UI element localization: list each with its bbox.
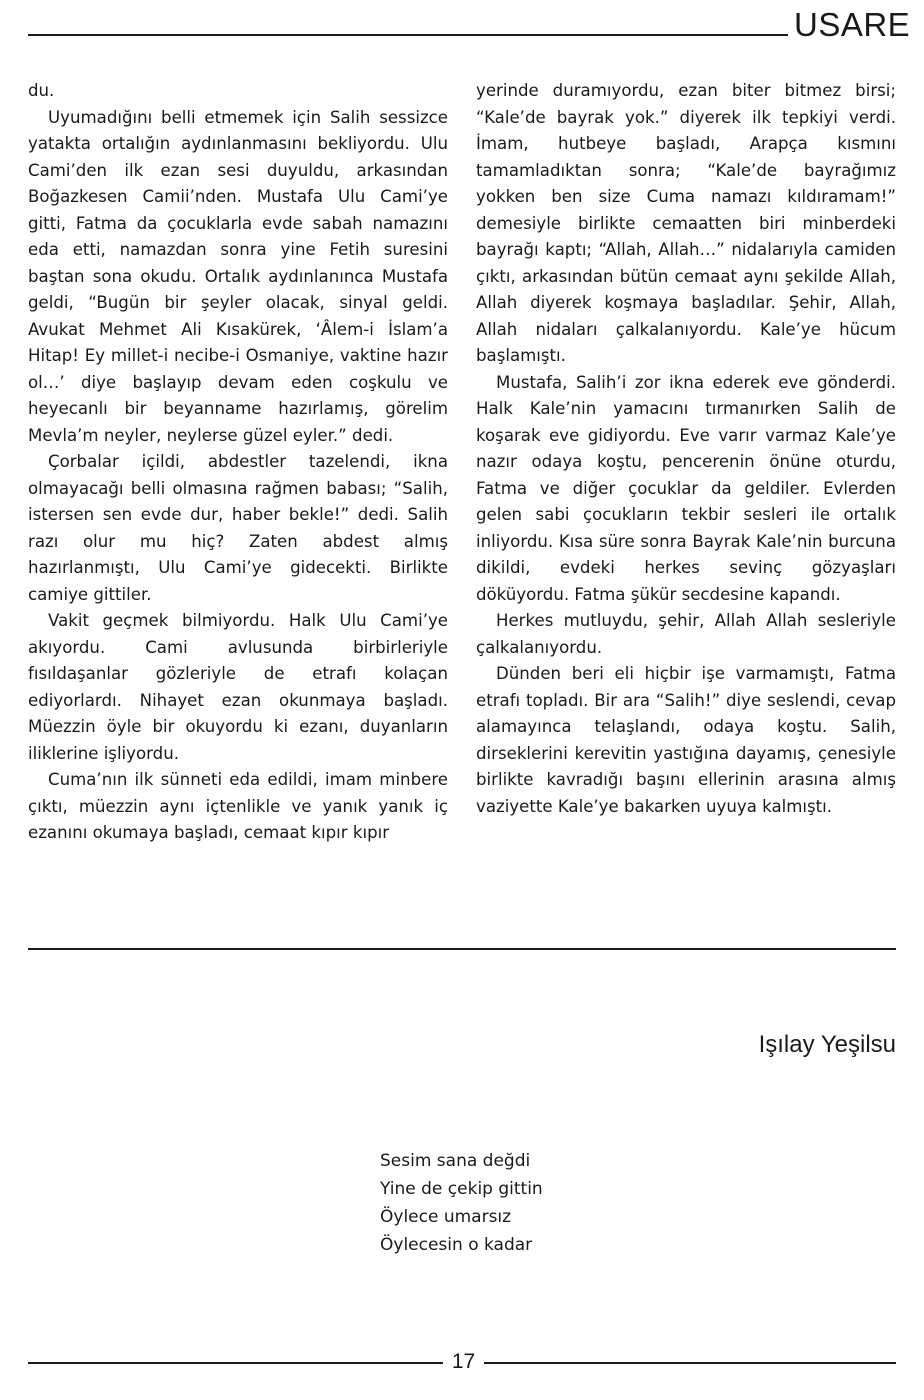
poem — [380, 1147, 543, 1259]
poem-line: Öylece umarsız — [380, 1207, 512, 1227]
story-paragraph: Uyumadığını belli etmemek için Salih sessizce yatakta ortalığın aydınlanmasını bekliyordu. Ulu Cami’den ilk ezan sesi duyuldu, arkasından Boğazkesen Camii’nden. Mustafa Ulu Cami’ye gitti, Fatma da çocuklarla evde sabah namazını eda etti, namazdan sonra yine Fetih suresini baştan sona okudu. Ortalık aydınlanınca Mustafa geldi, “Bugün bir şeyler olacak, sinyal geldi. Avukat Mehmet Ali Kısakürek, ‘Âlem-i İslam’a Hitap! Ey millet-i necibe-i Osmaniye, vaktine hazır ol…’ diye başlayıp devam eden coşkulu ve heyecanlı bir beyanname hazırlamış, görelim Mevla’m neyler, neylerse güzel eyler.” dedi. — [28, 107, 448, 445]
poem-line: Sesim sana değdi — [380, 1151, 531, 1171]
story-paragraph: du. — [28, 81, 55, 100]
story-paragraph: Mustafa, Salih’i zor ikna ederek eve gönderdi. Halk Kale’nin yamacını tırmanırken Salih de koşarak eve gidiyordu. Eve varır varmaz Kale’ye nazır odaya koştu, pencerenin önüne oturdu, Fatma ve diğer çocuklar da geldiler. Evlerden gelen sabi çocukların tekbir sesleri ile ortalık inliyordu. Kısa süre sonra Bayrak Kale’nin burcuna dikildi, evdeki herkes sevinç gözyaşları döküyordu. Fatma şükür secdesine kapandı. — [476, 372, 896, 604]
story-paragraph: Çorbalar içildi, abdestler tazelendi, ikna olmayacağı belli olmasına rağmen babası; “Salih, istersen sen evde dur, haber bekle!” dedi. Salih razı olur mu hiç? Zaten abdest almış hazırlanmıştı, Ulu Cami’ye gidecekti. Birlikte camiye gittiler. — [28, 452, 448, 604]
story-left-column — [28, 78, 448, 847]
story-paragraph: Vakit geçmek bilmiyordu. Halk Ulu Cami’ye akıyordu. Cami avlusunda birbirleriyle fısıldaşanlar gözleriyle de etrafı kolaçan ediyorlardı. Nihayet ezan okunmaya başladı. Müezzin öyle bir okuyordu ki ezanı, duyanların iliklerine işliyordu. — [28, 611, 448, 763]
story-right-column — [476, 78, 896, 820]
poem-author: Işılay Yeşilsu — [758, 1031, 896, 1058]
poem-line: Yine de çekip gittin — [380, 1179, 543, 1199]
story-paragraph: yerinde duramıyordu, ezan biter bitmez birsi; “Kale’de bayrak yok.” diyerek ilk tepkiyi verdi. İmam, hutbeye başladı, Arapça kısmını tamamladıktan sonra; “Kale’de bayrağımız yokken ben size Cuma namazı kıldıramam!” demesiyle birlikte cemaatten biri minberdeki bayrağı kaptı; “Allah, Allah…” nidalarıyla camiden çıktı, arkasından bütün cemaat aynı şekilde Allah, Allah diyerek koşmaya başladılar. Şehir, Allah, Allah nidaları çalkalanıyordu. Kale’ye hücum başlamıştı. — [476, 81, 896, 365]
footer-rule-right — [484, 1362, 896, 1364]
story-paragraph: Cuma’nın ilk sünneti eda edildi, imam minbere çıktı, müezzin aynı içtenlikle ve yanık yanık iç ezanını okumaya başladı, cemaat kıpır kıpır — [28, 770, 448, 842]
section-divider — [28, 948, 896, 950]
page-number: 17 — [451, 1350, 476, 1373]
footer-rule-left — [28, 1362, 443, 1364]
header-rule — [28, 34, 788, 36]
poem-line: Öylecesin o kadar — [380, 1235, 533, 1255]
story-paragraph: Dünden beri eli hiçbir işe varmamıştı, Fatma etrafı topladı. Bir ara “Salih!” diye seslendi, cevap alamayınca telaşlandı, odaya koştu. Salih, dirseklerini kerevitin yastığına dayamış, çenesiyle birlikte kavradığı başını ellerinin arasına almış vaziyette Kale’ye bakarken uyuya kalmıştı. — [476, 664, 896, 816]
magazine-title: USARE — [794, 6, 911, 43]
story-paragraph: Herkes mutluydu, şehir, Allah Allah sesleriyle çalkalanıyordu. — [476, 611, 896, 657]
